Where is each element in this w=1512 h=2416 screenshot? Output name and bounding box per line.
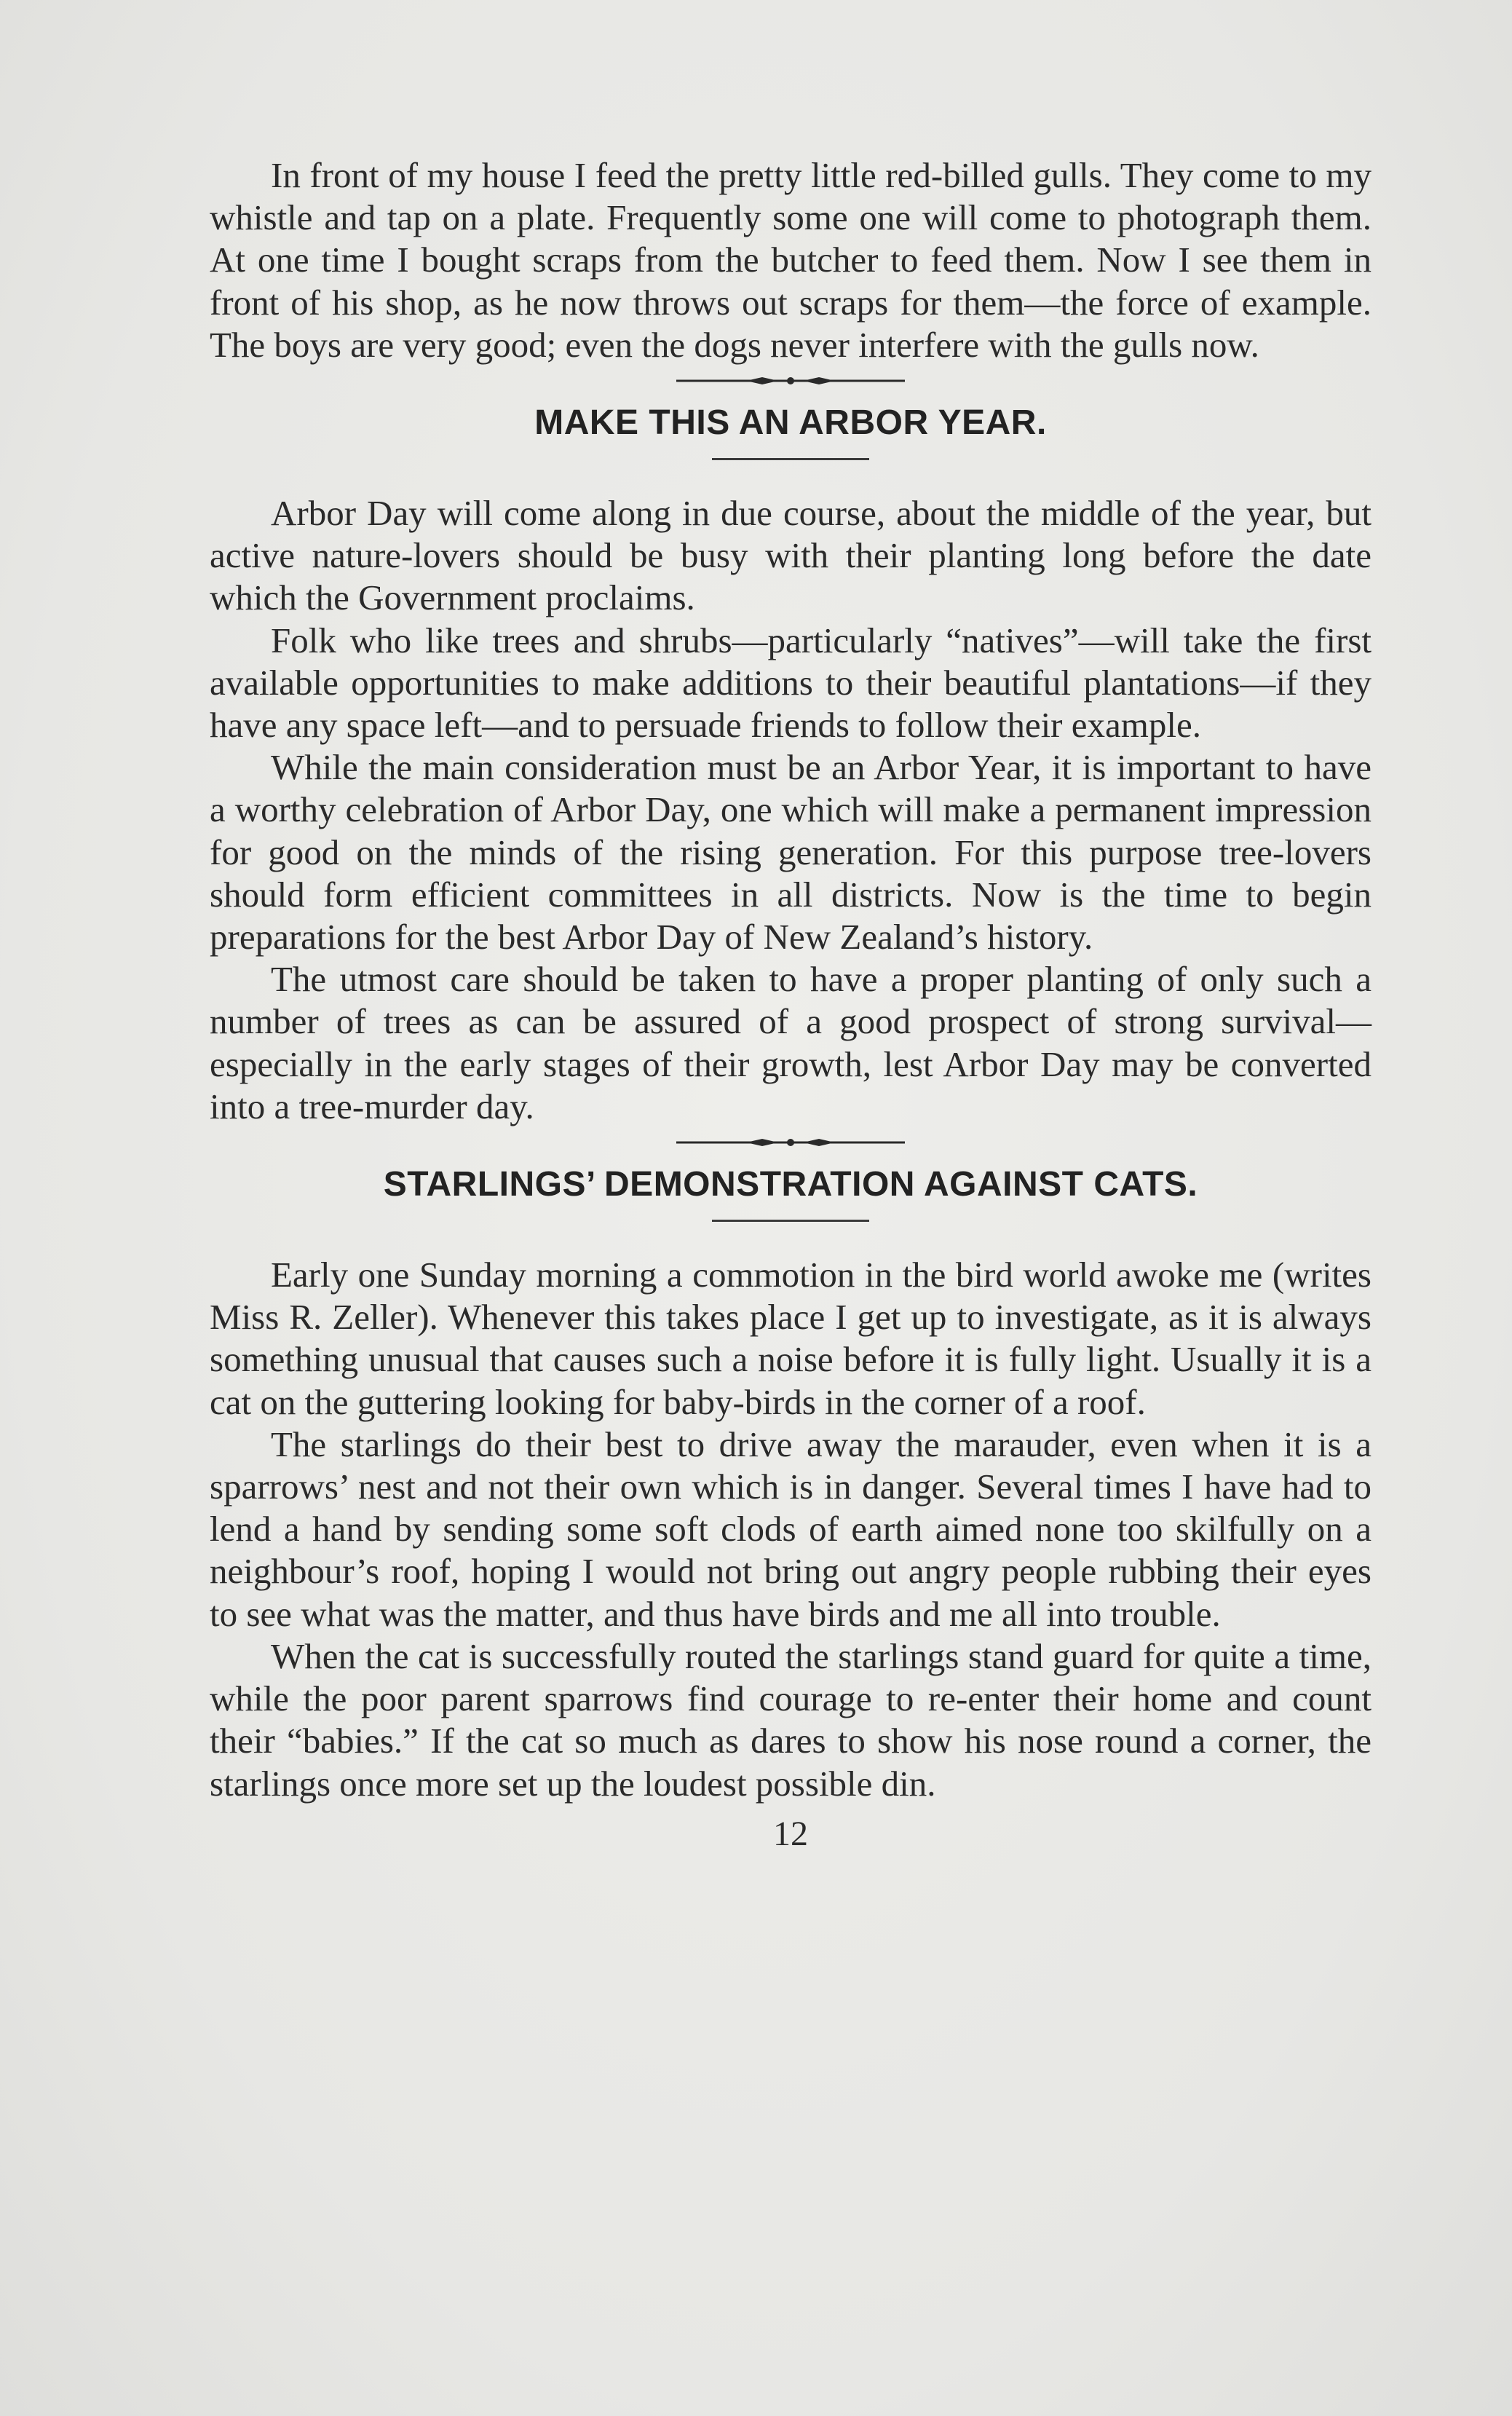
section-heading-starlings: STARLINGS’ DEMONSTRATION AGAINST CATS. [383, 1165, 1198, 1204]
heading-rule [712, 1220, 869, 1222]
heading-rule [712, 458, 869, 460]
page-number: 12 [773, 1814, 808, 1853]
paragraph: The starlings do their best to drive away the marauder, even when it is a sparrows’ nest and not their own which is in danger. Several times I have had to lend a hand by sending some soft clods of earth aimed none too skilfully on a neighbour’s roof, hoping I would not bring out angry people rubbing their eyes to see what was the matter, and thus have birds and me all into trouble. [210, 1424, 1372, 1634]
paragraph: The utmost care should be taken to have a proper planting of only such a number of trees as can be assured of a good prospect of strong survival—especially in the early stages of their growth, lest Arbor Day may be converted into a tree-murder day. [210, 959, 1372, 1126]
paragraph: Arbor Day will come along in due course, about the middle of the year, but active nature-lovers should be busy with their planting long before the date which the Government proclaims. [210, 493, 1372, 618]
paragraph: When the cat is successfully routed the starlings stand guard for quite a time, while the poor parent sparrows find courage to re-enter their home and count their “babies.” If the cat so much as dares to show his nose round a corner, the starlings once more set up the loudest possible din. [210, 1635, 1372, 1804]
ornament-divider-icon [676, 1135, 905, 1150]
paragraph: While the main consideration must be an Arbor Year, it is important to have a worthy celebration of Arbor Day, one which will make a permanent impression for good on the minds of the rising generation. For this purpose tree-lovers should form efficient committees in all districts. Now is the time to begin preparations for the best Arbor Day of New Zealand’s history. [210, 747, 1372, 958]
intro-paragraph: In front of my house I feed the pretty little red-billed gulls. They come to my whistle and tap on a plate. Frequently some one will come to photograph them. At one time I bought scraps from the butcher to feed them. Now I see them in front of his shop, as he now throws out scraps for them—the force of example. The boys are very good; even the dogs never interfere with the gulls now. [210, 155, 1372, 365]
ornament-divider-icon [676, 374, 905, 388]
section-heading-arbor-year: MAKE THIS AN ARBOR YEAR. [534, 403, 1047, 443]
paragraph: Folk who like trees and shrubs—particularly “natives”—will take the first available opportunities to make additions to their beautiful plantations—if they have any space left—and to persuade friends to follow their example. [210, 620, 1372, 746]
paragraph: Early one Sunday morning a commotion in the bird world awoke me (writes Miss R. Zeller). Whenever this takes place I get up to investigate, as it is always something unusual that causes such a noise before it is fully light. Usually it is a cat on the guttering looking for baby-birds in the corner of a roof. [210, 1255, 1372, 1422]
text-column [210, 154, 1372, 1855]
